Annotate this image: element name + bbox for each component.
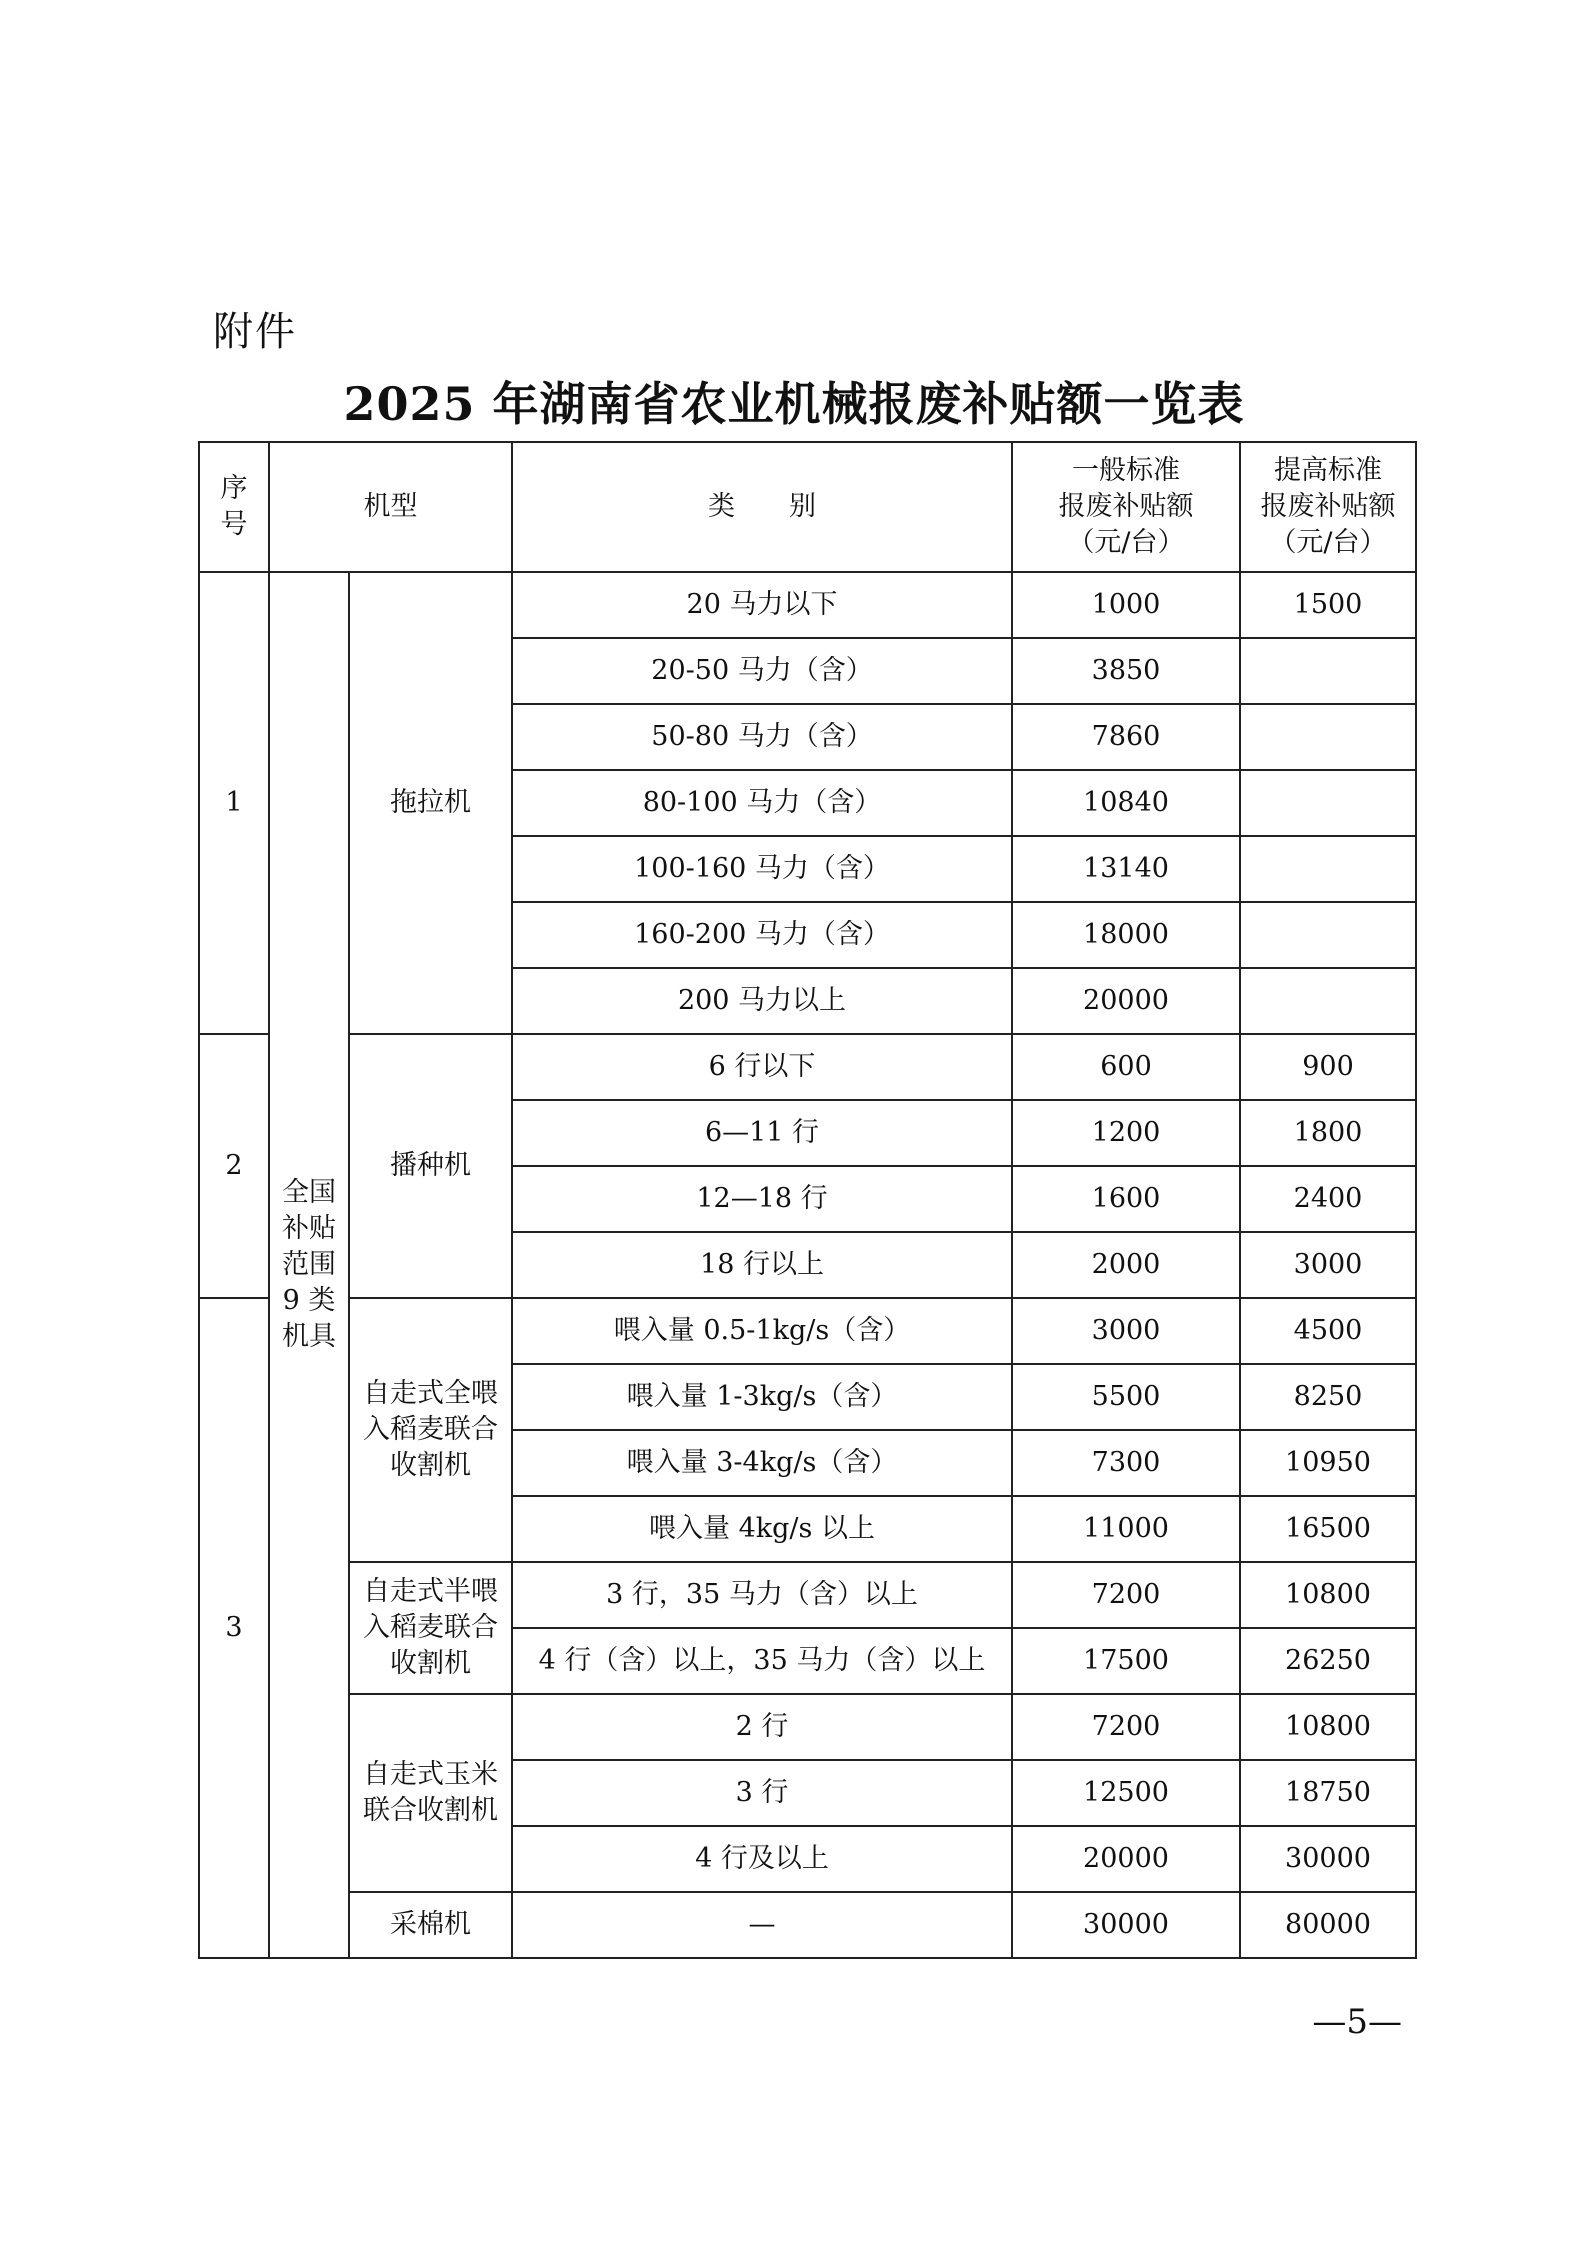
category-cell: 喂入量 3-4kg/s（含） [512,1430,1012,1496]
category-cell: 喂入量 0.5-1kg/s（含） [512,1298,1012,1364]
general-cell: 12500 [1012,1760,1240,1826]
raised-cell: 18750 [1240,1760,1416,1826]
raised-cell: 10950 [1240,1430,1416,1496]
general-cell: 7200 [1012,1562,1240,1628]
general-cell: 7200 [1012,1694,1240,1760]
raised-cell [1240,902,1416,968]
general-cell: 20000 [1012,1826,1240,1892]
general-cell: 1200 [1012,1100,1240,1166]
table-row [199,572,1416,638]
table-header-row [199,442,1416,572]
raised-cell: 2400 [1240,1166,1416,1232]
machine-cell: 自走式半喂 入稻麦联合 收割机 [349,1562,512,1694]
category-cell: 80-100 马力（含） [512,770,1012,836]
category-cell: — [512,1892,1012,1958]
machine-cell: 采棉机 [349,1892,512,1958]
header-seq: 序 号 [199,442,269,572]
category-cell: 200 马力以上 [512,968,1012,1034]
category-cell: 3 行，35 马力（含）以上 [512,1562,1012,1628]
category-cell: 喂入量 1-3kg/s（含） [512,1364,1012,1430]
page-number: —5— [1312,2002,1402,2042]
category-cell: 100-160 马力（含） [512,836,1012,902]
general-cell: 20000 [1012,968,1240,1034]
machine-cell: 拖拉机 [349,572,512,1034]
header-category: 类 别 [512,442,1012,572]
general-cell: 18000 [1012,902,1240,968]
general-cell: 30000 [1012,1892,1240,1958]
table-row [199,1694,1416,1760]
raised-cell: 4500 [1240,1298,1416,1364]
general-cell: 17500 [1012,1628,1240,1694]
document-title: 2025 年湖南省农业机械报废补贴额一览表 [343,377,1245,431]
header-general-subsidy: 一般标准 报废补贴额 （元/台） [1012,442,1240,572]
general-cell: 1000 [1012,572,1240,638]
general-cell: 11000 [1012,1496,1240,1562]
seq-cell: 1 [199,572,269,1034]
category-cell: 6—11 行 [512,1100,1012,1166]
raised-cell: 10800 [1240,1562,1416,1628]
category-cell: 3 行 [512,1760,1012,1826]
raised-cell: 16500 [1240,1496,1416,1562]
category-cell: 2 行 [512,1694,1012,1760]
raised-cell: 10800 [1240,1694,1416,1760]
raised-cell [1240,836,1416,902]
general-cell: 13140 [1012,836,1240,902]
general-cell: 7860 [1012,704,1240,770]
raised-cell: 1500 [1240,572,1416,638]
category-cell: 4 行及以上 [512,1826,1012,1892]
attachment-label: 附件 [213,309,297,355]
table-row [199,1892,1416,1958]
raised-cell [1240,638,1416,704]
header-raised-subsidy: 提高标准 报废补贴额 （元/台） [1240,442,1416,572]
category-cell: 20-50 马力（含） [512,638,1012,704]
raised-cell: 8250 [1240,1364,1416,1430]
general-cell: 2000 [1012,1232,1240,1298]
machine-cell: 自走式玉米 联合收割机 [349,1694,512,1892]
category-cell: 12—18 行 [512,1166,1012,1232]
raised-cell [1240,704,1416,770]
table-row [199,1298,1416,1364]
general-cell: 3000 [1012,1298,1240,1364]
category-cell: 6 行以下 [512,1034,1012,1100]
category-cell: 喂入量 4kg/s 以上 [512,1496,1012,1562]
seq-cell: 3 [199,1298,269,1958]
table-row [199,1034,1416,1100]
category-cell: 20 马力以下 [512,572,1012,638]
general-cell: 3850 [1012,638,1240,704]
category-cell: 50-80 马力（含） [512,704,1012,770]
header-model: 机型 [269,442,512,572]
raised-cell: 30000 [1240,1826,1416,1892]
raised-cell [1240,770,1416,836]
raised-cell: 26250 [1240,1628,1416,1694]
table-row [199,1562,1416,1628]
raised-cell: 3000 [1240,1232,1416,1298]
raised-cell: 900 [1240,1034,1416,1100]
general-cell: 600 [1012,1034,1240,1100]
machine-cell: 播种机 [349,1034,512,1298]
category-cell: 4 行（含）以上，35 马力（含）以上 [512,1628,1012,1694]
raised-cell: 1800 [1240,1100,1416,1166]
general-cell: 10840 [1012,770,1240,836]
seq-cell: 2 [199,1034,269,1298]
general-cell: 1600 [1012,1166,1240,1232]
general-cell: 5500 [1012,1364,1240,1430]
machine-cell: 自走式全喂 入稻麦联合 收割机 [349,1298,512,1562]
category-cell: 18 行以上 [512,1232,1012,1298]
general-cell: 7300 [1012,1430,1240,1496]
raised-cell: 80000 [1240,1892,1416,1958]
category-cell: 160-200 马力（含） [512,902,1012,968]
subsidy-table [198,441,1417,1959]
raised-cell [1240,968,1416,1034]
scope-cell: 全国 补贴 范围 9 类 机具 [269,572,349,1958]
